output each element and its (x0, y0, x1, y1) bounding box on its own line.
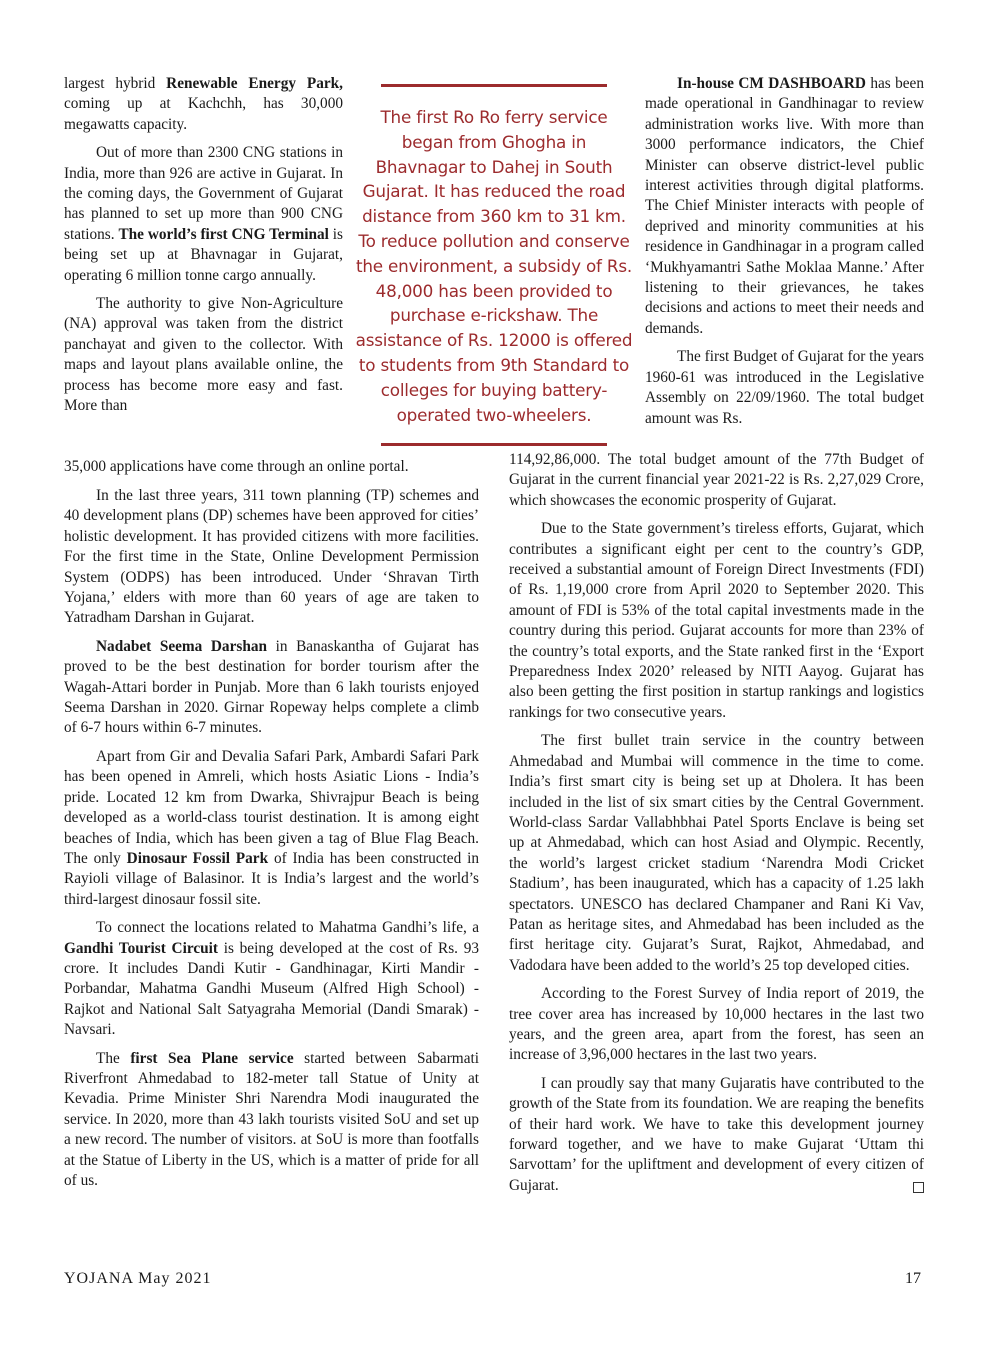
left-column-bottom (64, 486, 479, 1199)
paragraph: To connect the locations related to Mahatma Gandhi’s life, a Gandhi Tourist Circuit is being developed at the cost of Rs. 93 crore. It includes Dandi Kutir - Gandhinagar, Kirti Mandir - Porbandar, Mahatma Gandhi Museum (Alfred High School) - Rajkot and National Salt Satyagraha Memorial (Dandi Smarak) - Navsari. (64, 919, 479, 1039)
right-column-bottom (509, 450, 924, 1204)
paragraph: Out of more than 2300 CNG stations in India, more than 926 are active in Gujarat. In the coming days, the Government of Gujarat has planned to set up more than 900 CNG stations. The world’s first CNG Terminal is being set up at Bhavnagar in Gujarat, operating 6 million tonne cargo annually. (64, 144, 343, 284)
paragraph: The authority to give Non-Agriculture (NA) approval was taken from the district panchayat and given to the collector. With maps and layout plans available online, the process has become more easy and fast. More than (64, 295, 343, 415)
paragraph: Apart from Gir and Devalia Safari Park, Ambardi Safari Park has been opened in Amreli, which hosts Asiatic Lions - India’s pride. Located 12 km from Dwarka, Shivrajpur Beach is being developed as a world-class tourist destination. It is among eight beaches of India, which has been given a tag of Blue Flag Beach. The only Dinosaur Fossil Park of India has been constructed in Rayioli village of Balasinor. It is India’s largest and the world’s third-largest dinosaur fossil site. (64, 747, 479, 908)
left-column-continuation (64, 457, 464, 485)
paragraph: I can proudly say that many Gujaratis have contributed to the growth of the State from its foundation. We are reaping the benefits of their hard work. We have to take this development journey forward together, and we have to make Gujarat ‘Uttam thi Sarvottam’ for the upliftment and development of every citizen of Gujarat. (509, 1074, 924, 1194)
paragraph: largest hybrid Renewable Energy Park, coming up at Kachchh, has 30,000 megawatts capacity. (64, 75, 343, 133)
paragraph: 114,92,86,000. The total budget amount of the 77th Budget of Gujarat in the current financial year 2021-22 is Rs. 2,27,029 Crore, which showcases the economic prosperity of Gujarat. (509, 451, 924, 509)
paragraph: 35,000 applications have come through an online portal. (64, 458, 409, 475)
left-column-top (64, 74, 343, 417)
page-number: 17 (905, 1270, 921, 1287)
footer-magazine-name: YOJANA May 2021 (64, 1270, 212, 1287)
pull-quote (355, 84, 633, 446)
paragraph: According to the Forest Survey of India report of 2019, the tree cover area has increased by 10,000 hectares in the last two years, and the green area, apart from the forest, has seen an increase of 3,96,000 hectares in the last two years. (509, 985, 924, 1064)
paragraph: The first Sea Plane service started between Sabarmati Riverfront Ahmedabad to 182-meter tall Statue of Unity at Kevadia. Prime Minister Shri Narendra Modi inaugurated the service. In 2020, more than 43 lakh tourists visited SoU and set up a new record. The number of visitors. at SoU is more than footfalls at the Statue of Liberty in the US, which is a matter of pride for all of us. (64, 1049, 479, 1189)
end-of-article-box-icon (913, 1182, 924, 1193)
pull-quote-bottom-rule (381, 443, 607, 446)
pull-quote-text: The first Ro Ro ferry service began from Ghogha in Bhavnagar to Dahej in South Gujarat. It has reduced the road distance from 360 km to 31 km. To reduce pollution and conserve the environment, a subsidy of Rs. 48,000 has been provided to purchase e-rickshaw. The assistance of Rs. 12000 is offered to students from 9th Standard to colleges for buying battery-operated two-wheelers. (355, 107, 633, 425)
paragraph: In the last three years, 311 town planning (TP) schemes and 40 development plans (DP) schemes have been approved for cities’ holistic development. It has provided citizens with more facilities. For the first time in the State, Online Development Permission System (ODPS) has been introduced. Under ‘Shravan Tirth Yojana,’ elders with more than 60 years of age are taken to Yatradham Darshan in Gujarat. (64, 487, 479, 627)
paragraph: The first Budget of Gujarat for the years 1960-61 was introduced in the Legislative Assembly on 22/09/1960. The total budget amount was Rs. (645, 348, 924, 427)
right-column-top (645, 74, 924, 429)
paragraph: The first bullet train service in the country between Ahmedabad and Mumbai will commence in the time to come. India’s first smart city is being set up at Dholera. It has been included in the list of six smart cities by the Central Government. World-class Sardar Vallabhbhai Patel Sports Enclave is being set up at Ahmedabad, which can host Asiad and Olympic. Recently, the world’s largest cricket stadium ‘Narendra Modi Cricket Stadium’, has been inaugurated, which has a capacity of 1.25 lakh spectators. UNESCO has declared Champaner and Rani Ki Vav, Patan as heritage sites, and Ahmedabad has been included as the first heritage city. Gujarat’s Surat, Rajkot, Ahmedabad, and Vadodara have been added to the world’s 25 top developed cities. (509, 732, 924, 974)
paragraph: In-house CM DASHBOARD has been made operational in Gandhinagar to review administration works live. With more than 3000 performance indicators, the Chief Minister can observe district-level public interest activities through digital platforms. The Chief Minister interacts with people of deprived and minority communities at his residence in Gandhinagar in a program called ‘Mukhyamantri Sathe Moklaa Manne.’ After listening to their grievances, he takes decisions and actions to meet their needs and demands. (645, 75, 924, 337)
paragraph: Nadabet Seema Darshan in Banaskantha of Gujarat has proved to be the best destination for border tourism after the Wagah-Attari border in Punjab. More than 6 lakh tourists enjoyed Seema Darshan in 2020. Girnar Ropeway helps complete a climb of 6-7 hours within 6-7 minutes. (64, 637, 479, 737)
paragraph: Due to the State government’s tireless efforts, Gujarat, which contributes a significant eight per cent to the country’s GDP, received a substantial amount of Foreign Direct Investments (FDI) of Rs. 1,19,000 crore from April 2020 to September 2020. This amount of FDI is 53% of the total capital investments made in the country during this period. Gujarat accounts for more than 23% of the country’s total exports, and the State ranked first in the ‘Export Preparedness Index 2020’ released by NITI Aayog. Gujarat has also been getting the first position in startup rankings and logistics rankings for two consecutive years. (509, 520, 924, 721)
